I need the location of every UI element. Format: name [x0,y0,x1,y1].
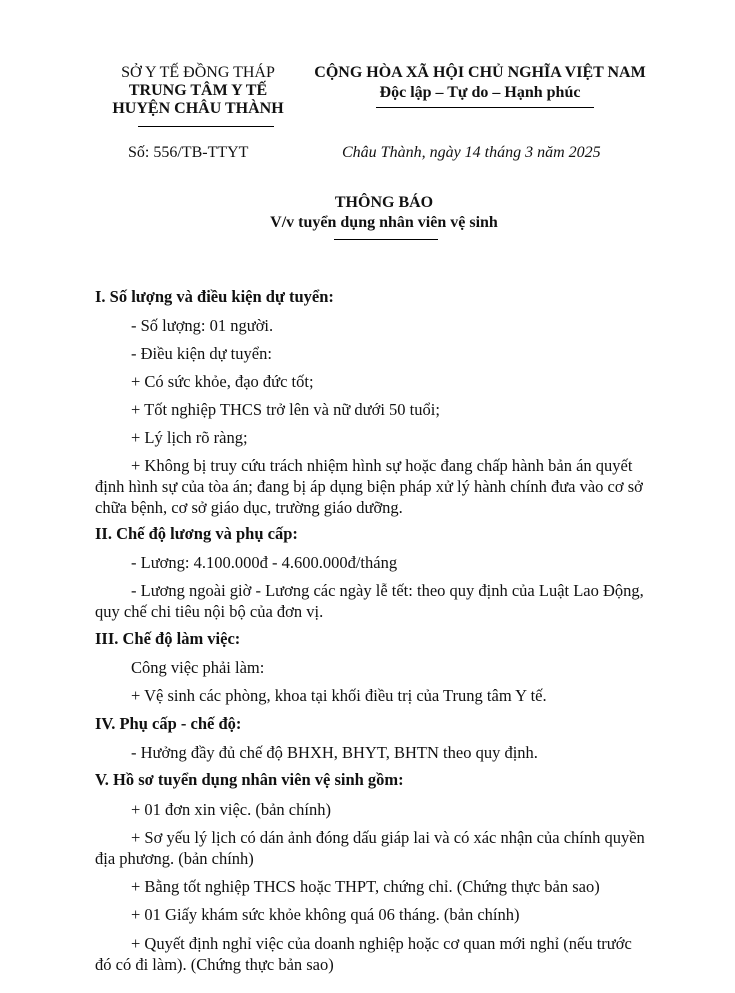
overtime-item: - Lương ngoài giờ - Lương các ngày lễ tết: theo quy định của Luật Lao Động, [131,581,644,600]
work-item: + Vệ sinh các phòng, khoa tại khối điều trị của Trung tâm Y tế. [131,686,547,705]
conditions-label: - Điều kiện dự tuyển: [131,344,272,363]
section-1-heading: I. Số lượng và điều kiện dự tuyển: [95,287,334,306]
required-doc-item-cont: địa phương. (bản chính) [95,849,254,868]
section-3-heading: III. Chế độ làm việc: [95,629,241,648]
overtime-item-cont: quy chế chi tiêu nội bộ của đơn vị. [95,602,324,621]
required-doc-item: + Bằng tốt nghiệp THCS hoặc THPT, chứng chỉ. (Chứng thực bản sao) [131,877,600,896]
required-doc-item: + 01 Giấy khám sức khỏe không quá 06 tháng. (bản chính) [131,905,520,924]
nation-motto: Độc lập – Tự do – Hạnh phúc [379,84,581,101]
required-doc-item-cont: đó có đi làm). (Chứng thực bản sao) [95,955,334,974]
condition-item: + Tốt nghiệp THCS trở lên và nữ dưới 50 tuổi; [131,400,440,419]
motto-underline [376,107,594,108]
condition-item: + Có sức khỏe, đạo đức tốt; [131,372,314,391]
nation-name: CỘNG HÒA XÃ HỘI CHỦ NGHĨA VIỆT NAM [314,64,646,81]
org-underline [138,126,274,127]
work-label: Công việc phải làm: [131,658,265,677]
document-number: Số: 556/TB-TTYT [128,144,249,161]
required-doc-item: + Sơ yếu lý lịch có dán ảnh đóng dấu giáp lai và có xác nhận của chính quyền [131,828,645,847]
section-5-heading: V. Hồ sơ tuyển dụng nhân viên vệ sinh gồm: [95,770,404,789]
condition-item: + Lý lịch rõ ràng; [131,428,248,447]
org-district: HUYỆN CHÂU THÀNH [112,100,284,117]
quantity-item: - Số lượng: 01 người. [131,316,274,335]
condition-item-cont: chữa bệnh, cơ sở giáo dục, trường giáo dưỡng. [95,498,403,517]
document-subject: V/v tuyển dụng nhân viên vệ sinh [270,214,498,231]
place-date: Châu Thành, ngày 14 tháng 3 năm 2025 [342,144,601,161]
condition-item: + Không bị truy cứu trách nhiệm hình sự hoặc đang chấp hành bản án quyết [131,456,633,475]
condition-item-cont: định hình sự của tòa án; đang bị áp dụng biện pháp xử lý hành chính đưa vào cơ sở [95,477,643,496]
required-doc-item: + Quyết định nghỉ việc của doanh nghiệp hoặc cơ quan mới nghỉ (nếu trước [131,934,632,953]
required-doc-item: + 01 đơn xin việc. (bản chính) [131,800,331,819]
section-2-heading: II. Chế độ lương và phụ cấp: [95,524,298,543]
benefit-item: - Hưởng đầy đủ chế độ BHXH, BHYT, BHTN theo quy định. [131,743,538,762]
subject-underline [334,239,438,240]
salary-item: - Lương: 4.100.000đ - 4.600.000đ/tháng [131,553,398,572]
section-4-heading: IV. Phụ cấp - chế độ: [95,714,242,733]
document-title: THÔNG BÁO [334,194,434,211]
org-parent: SỞ Y TẾ ĐỒNG THÁP [121,64,275,81]
org-name: TRUNG TÂM Y TẾ [128,82,268,99]
